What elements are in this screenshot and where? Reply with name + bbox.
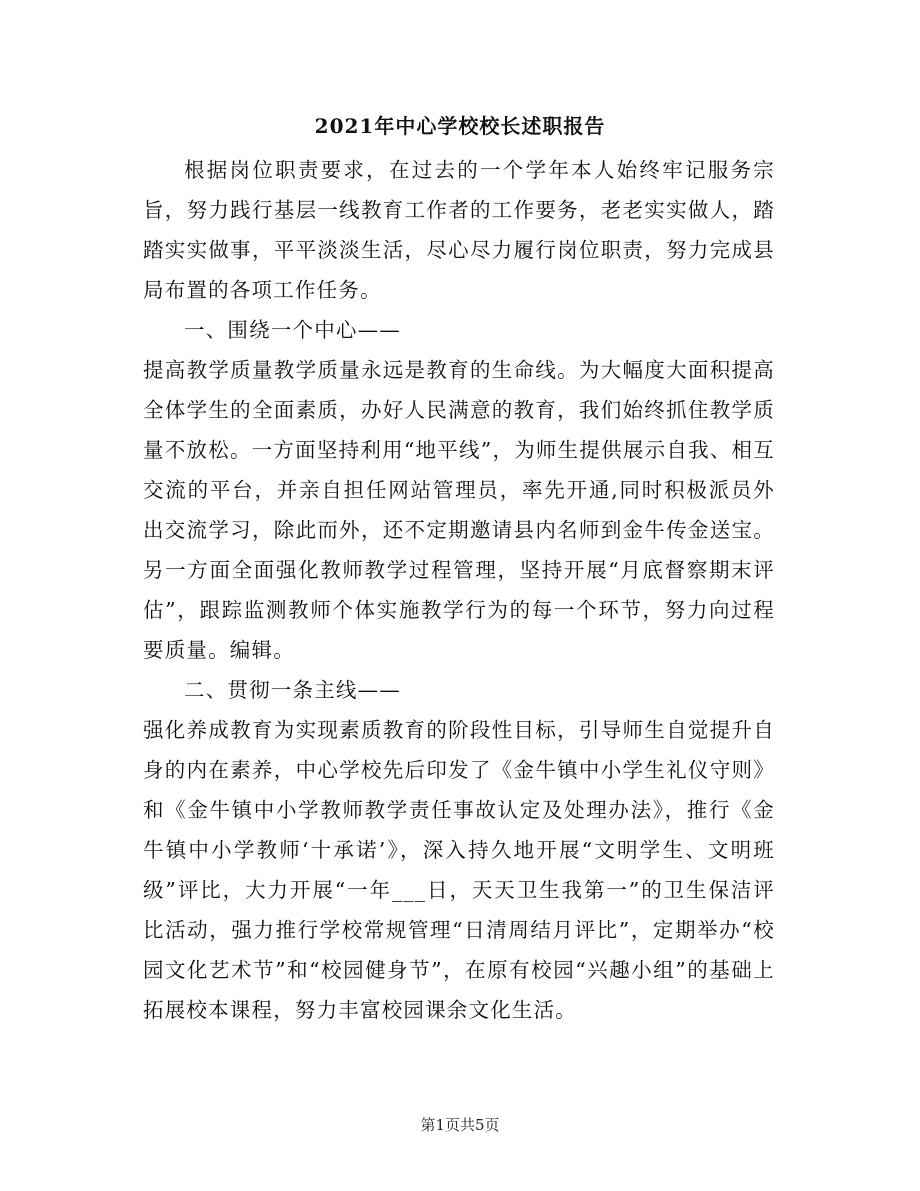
- intro-paragraph: 根据岗位职责要求，在过去的一个学年本人始终牢记服务宗旨，努力践行基层一线教育工作者的工作要务，老老实实做人，踏踏实实做事，平平淡淡生活，尽心尽力履行岗位职责，努力完成县局布置的各项工作任务。: [143, 158, 775, 302]
- page-number-footer: 第1页共5页: [420, 1116, 500, 1134]
- section-heading-1: 一、围绕一个中心——: [184, 318, 401, 342]
- document-title: 2021年中心学校校长述职报告: [314, 114, 606, 138]
- section-heading-2: 二、贯彻一条主线——: [184, 678, 401, 702]
- section-2-paragraph: 强化养成教育为实现素质教育的阶段性目标，引导师生自觉提升自身的内在素养，中心学校先后印发了《金牛镇中小学生礼仪守则》和《金牛镇中小学教师教学责任事故认定及处理办法》，推行《金牛镇中小学教师‘十承诺’》，深入持久地开展“文明学生、文明班级”评比，大力开展“一年___日，天天卫生我第一”的卫生保洁评比活动，强力推行学校常规管理“日清周结月评比”，定期举办“校园文化艺术节”和“校园健身节”，在原有校园“兴趣小组”的基础上拓展校本课程，努力丰富校园课余文化生活。: [143, 718, 775, 1022]
- section-1-paragraph: 提高教学质量教学质量永远是教育的生命线。为大幅度大面积提高全体学生的全面素质，办好人民满意的教育，我们始终抓住教学质量不放松。一方面坚持利用“地平线”，为师生提供展示自我、相互交流的平台，并亲自担任网站管理员，率先开通,同时积极派员外出交流学习，除此而外，还不定期邀请县内名师到金牛传金送宝。另一方面全面强化教师教学过程管理，坚持开展“月底督察期末评估”，跟踪监测教师个体实施教学行为的每一个环节，努力向过程要质量。编辑。: [143, 358, 775, 662]
- document-body: [143, 150, 775, 1030]
